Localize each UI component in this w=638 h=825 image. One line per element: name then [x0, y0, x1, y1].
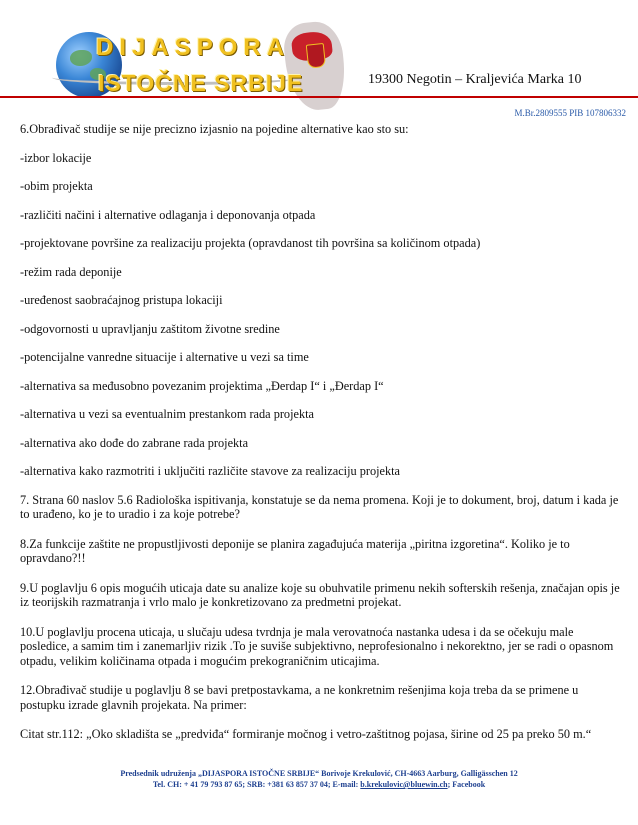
section-intro: 6.Obrađivač studije se nije precizno izjasnio na pojedine alternative kao sto su: — [20, 122, 409, 136]
list-item: -alternativa u vezi sa eventualnim prestankom rada projekta — [20, 407, 314, 421]
header-address: 19300 Negotin – Kraljevića Marka 10 — [368, 72, 582, 87]
list-item: -uređenost saobraćajnog pristupa lokaciji — [20, 293, 223, 307]
registration-number: M.Br.2809555 PIB 107806332 — [514, 108, 626, 118]
list-item: -alternativa kako razmotriti i uključiti različite stavove za realizaciju projekta — [20, 464, 401, 478]
quote-paragraph: Citat str.112: „Oko skladišta se „predviđa“ formiranje močnog i vetro-zaštitnog pojasa, širine od 25 pa preko 50 m.“ — [20, 727, 592, 741]
list-item: -potencijalne vanredne situacije i alternative u vezi sa time — [20, 350, 309, 364]
list-item: -projektovane površine za realizaciju projekta (opravdanost tih površina sa količinom otpada) — [20, 236, 481, 250]
footer-contacts: Tel. CH: + 41 79 793 87 65; SRB: +381 63 857 37 04; E-mail: — [152, 780, 361, 789]
paragraph-12: 12.Obrađivač studije u poglavlju 8 se bavi pretpostavkama, a ne konkretnim rešenjima koja treba da se primene u postupku izrade glavnih projekata. Na primer: — [20, 683, 579, 712]
footer-facebook: ; Facebook — [447, 780, 486, 789]
list-item: -alternativa sa međusobno povezanim projektima „Đerdap I“ i „Đerdap I“ — [20, 378, 384, 393]
list-item: -odgovornosti u upravljanju zaštitom životne sredine — [20, 321, 280, 336]
footer-line2 — [0, 779, 638, 790]
footer-line1: Predsednik udruženja „DIJASPORA ISTOČNE SRBIJE“ Borivoje Krekulović, CH-4663 Aarburg, Galligässchen 12 — [120, 769, 518, 778]
serbia-map-icon — [282, 19, 349, 113]
header-divider — [0, 96, 638, 98]
list-item: -alternativa ako dođe do zabrane rada projekta — [20, 435, 249, 450]
organization-logo — [52, 22, 352, 112]
logo-title-line2: ISTOČNE SRBIJE — [98, 70, 304, 96]
paragraph-7: 7. Strana 60 naslov 5.6 Radiološka ispitivanja, konstatuje se da nema promena. Koji je to dokument, broj, datum i kada je to urađeno, ko je to uradio i za koje potrebe? — [20, 492, 619, 521]
footer — [0, 768, 638, 790]
paragraph-8: 8.Za funkcije zaštite ne propustljivosti deponije se planira zagađujuća materija „piritna izgoretina“. Koliko je to opravdano?!! — [20, 536, 570, 565]
list-item: -obim projekta — [20, 179, 93, 193]
paragraph-9: 9.U poglavlju 6 opis mogućih uticaja date su analize koje su obuhvatile primenu nekih softerskih rešenja, značajan opis je iz teorijskih razmatranja i vrlo malo je konkretizovano za predmetni projekat. — [20, 580, 620, 609]
document-body — [20, 122, 620, 757]
logo-title-line1: DIJASPORA — [96, 34, 291, 61]
letterhead — [0, 0, 638, 120]
list-item: -režim rada deponije — [20, 264, 122, 279]
email-link[interactable]: b.krekulovic@bluewin.ch — [360, 780, 448, 789]
paragraph-10: 10.U poglavlju procena uticaja, u slučaju udesa tvrdnja je mala verovatnoća nastanka udesa i da se očekuju male posledice, a samim tim i zanemarljiv rizik .To je suviše subjektivno, neprofesionalno i nekorektno, jer se radi o opasnom otpadu, velikim količinama otpada i mogućim prekograničnim uticajima. — [20, 624, 614, 668]
list-item: -različiti načini i alternative odlaganja i deponovanja otpada — [20, 207, 316, 222]
list-item: -izbor lokacije — [20, 150, 92, 165]
